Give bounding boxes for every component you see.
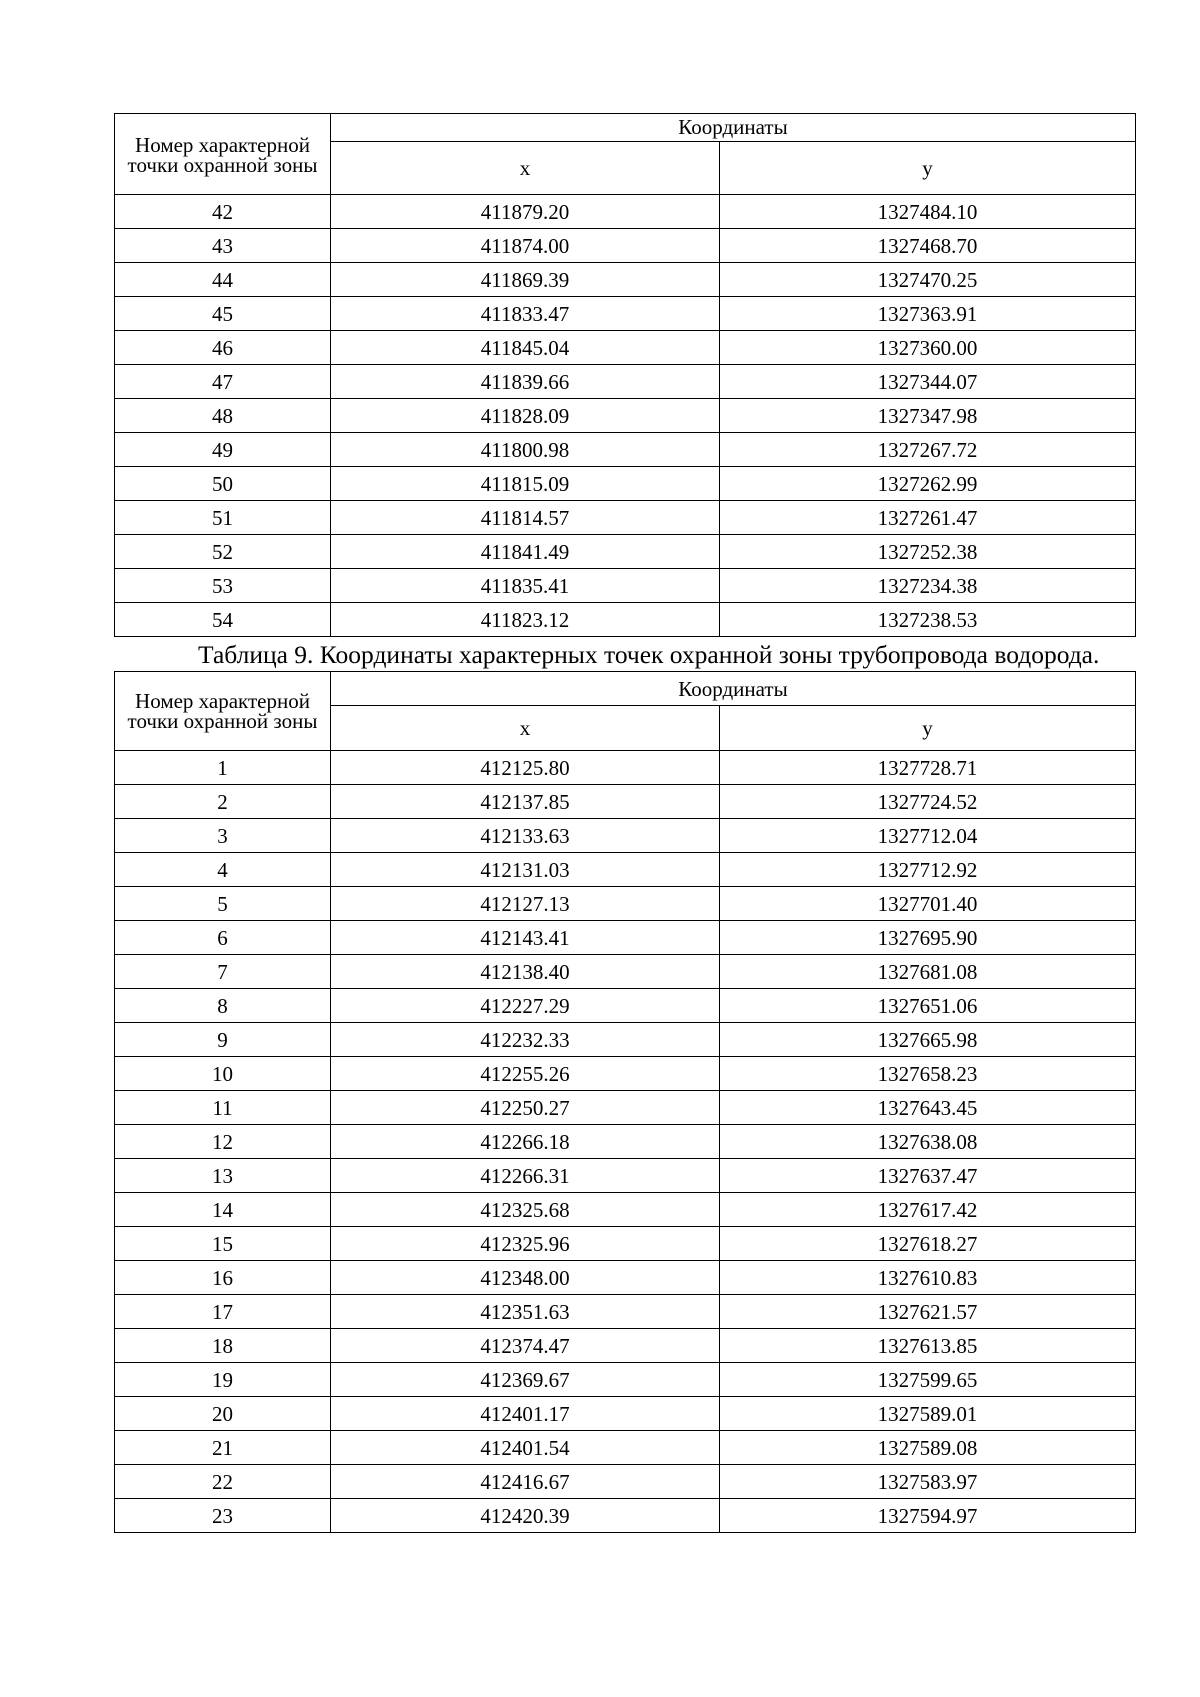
x-coordinate-cell: 412401.17: [331, 1397, 720, 1431]
point-number-cell: 44: [115, 263, 331, 297]
point-number-cell: 3: [115, 819, 331, 853]
coordinates-table-9: [114, 671, 1136, 1533]
table-row: [115, 1057, 1136, 1091]
table-row: [115, 1329, 1136, 1363]
table-row: [115, 989, 1136, 1023]
table-row: [115, 1431, 1136, 1465]
x-coordinate-cell: 412416.67: [331, 1465, 720, 1499]
x-coordinate-cell: 412401.54: [331, 1431, 720, 1465]
table-row: [115, 955, 1136, 989]
table-row: [115, 819, 1136, 853]
x-coordinate-cell: 412266.31: [331, 1159, 720, 1193]
table-row: [115, 1227, 1136, 1261]
table-row: [115, 297, 1136, 331]
y-coordinate-cell: 1327701.40: [720, 887, 1136, 921]
header-coordinates: Координаты: [331, 672, 1136, 706]
x-coordinate-cell: 412374.47: [331, 1329, 720, 1363]
table-row: [115, 195, 1136, 229]
x-coordinate-cell: 412143.41: [331, 921, 720, 955]
table-row: [115, 535, 1136, 569]
table-body: [115, 195, 1136, 637]
x-coordinate-cell: 411815.09: [331, 467, 720, 501]
table-row: [115, 263, 1136, 297]
y-coordinate-cell: 1327658.23: [720, 1057, 1136, 1091]
document-page: [114, 113, 1135, 1533]
point-number-cell: 45: [115, 297, 331, 331]
point-number-cell: 9: [115, 1023, 331, 1057]
point-number-cell: 14: [115, 1193, 331, 1227]
header-x: x: [331, 141, 720, 194]
y-coordinate-cell: 1327583.97: [720, 1465, 1136, 1499]
table-row: [115, 1295, 1136, 1329]
x-coordinate-cell: 412325.96: [331, 1227, 720, 1261]
y-coordinate-cell: 1327234.38: [720, 569, 1136, 603]
table-row: [115, 501, 1136, 535]
table-row: [115, 887, 1136, 921]
y-coordinate-cell: 1327665.98: [720, 1023, 1136, 1057]
point-number-cell: 21: [115, 1431, 331, 1465]
table-row: [115, 433, 1136, 467]
x-coordinate-cell: 411828.09: [331, 399, 720, 433]
y-coordinate-cell: 1327728.71: [720, 751, 1136, 785]
point-number-cell: 23: [115, 1499, 331, 1533]
point-number-cell: 5: [115, 887, 331, 921]
table-row: [115, 399, 1136, 433]
y-coordinate-cell: 1327637.47: [720, 1159, 1136, 1193]
table-row: [115, 1193, 1136, 1227]
header-point-number: Номер характерной точки охранной зоны: [115, 114, 331, 195]
x-coordinate-cell: 412232.33: [331, 1023, 720, 1057]
y-coordinate-cell: 1327360.00: [720, 331, 1136, 365]
y-coordinate-cell: 1327610.83: [720, 1261, 1136, 1295]
point-number-cell: 15: [115, 1227, 331, 1261]
table-row: [115, 467, 1136, 501]
table-row: [115, 751, 1136, 785]
table-row: [115, 1023, 1136, 1057]
table-row: [115, 1091, 1136, 1125]
y-coordinate-cell: 1327344.07: [720, 365, 1136, 399]
x-coordinate-cell: 411845.04: [331, 331, 720, 365]
coordinates-table-8: [114, 113, 1136, 637]
x-coordinate-cell: 412255.26: [331, 1057, 720, 1091]
point-number-cell: 50: [115, 467, 331, 501]
x-coordinate-cell: 411879.20: [331, 195, 720, 229]
table-row: [115, 1159, 1136, 1193]
y-coordinate-cell: 1327347.98: [720, 399, 1136, 433]
x-coordinate-cell: 412227.29: [331, 989, 720, 1023]
x-coordinate-cell: 411835.41: [331, 569, 720, 603]
x-coordinate-cell: 411833.47: [331, 297, 720, 331]
y-coordinate-cell: 1327470.25: [720, 263, 1136, 297]
y-coordinate-cell: 1327262.99: [720, 467, 1136, 501]
x-coordinate-cell: 412138.40: [331, 955, 720, 989]
table-row: [115, 921, 1136, 955]
header-point-number: Номер характерной точки охранной зоны: [115, 672, 331, 751]
x-coordinate-cell: 412125.80: [331, 751, 720, 785]
point-number-cell: 1: [115, 751, 331, 785]
y-coordinate-cell: 1327712.04: [720, 819, 1136, 853]
y-coordinate-cell: 1327599.65: [720, 1363, 1136, 1397]
x-coordinate-cell: 412133.63: [331, 819, 720, 853]
point-number-cell: 51: [115, 501, 331, 535]
x-coordinate-cell: 412351.63: [331, 1295, 720, 1329]
point-number-cell: 16: [115, 1261, 331, 1295]
table-body: [115, 751, 1136, 1533]
table-row: [115, 1499, 1136, 1533]
point-number-cell: 22: [115, 1465, 331, 1499]
point-number-cell: 8: [115, 989, 331, 1023]
x-coordinate-cell: 412127.13: [331, 887, 720, 921]
y-coordinate-cell: 1327468.70: [720, 229, 1136, 263]
x-coordinate-cell: 411839.66: [331, 365, 720, 399]
table-header: [115, 114, 1136, 195]
y-coordinate-cell: 1327238.53: [720, 603, 1136, 637]
y-coordinate-cell: 1327589.08: [720, 1431, 1136, 1465]
y-coordinate-cell: 1327712.92: [720, 853, 1136, 887]
x-coordinate-cell: 412420.39: [331, 1499, 720, 1533]
y-coordinate-cell: 1327594.97: [720, 1499, 1136, 1533]
x-coordinate-cell: 411814.57: [331, 501, 720, 535]
point-number-cell: 13: [115, 1159, 331, 1193]
point-number-cell: 19: [115, 1363, 331, 1397]
table-row: [115, 603, 1136, 637]
x-coordinate-cell: 411869.39: [331, 263, 720, 297]
x-coordinate-cell: 412266.18: [331, 1125, 720, 1159]
point-number-cell: 53: [115, 569, 331, 603]
y-coordinate-cell: 1327621.57: [720, 1295, 1136, 1329]
y-coordinate-cell: 1327589.01: [720, 1397, 1136, 1431]
table-row: [115, 1397, 1136, 1431]
y-coordinate-cell: 1327363.91: [720, 297, 1136, 331]
table-row: [115, 1363, 1136, 1397]
x-coordinate-cell: 412250.27: [331, 1091, 720, 1125]
point-number-cell: 6: [115, 921, 331, 955]
point-number-cell: 11: [115, 1091, 331, 1125]
point-number-cell: 7: [115, 955, 331, 989]
header-coordinates: Координаты: [331, 114, 1136, 142]
header-y: y: [720, 706, 1136, 751]
y-coordinate-cell: 1327643.45: [720, 1091, 1136, 1125]
y-coordinate-cell: 1327267.72: [720, 433, 1136, 467]
point-number-cell: 17: [115, 1295, 331, 1329]
x-coordinate-cell: 412325.68: [331, 1193, 720, 1227]
x-coordinate-cell: 412137.85: [331, 785, 720, 819]
point-number-cell: 52: [115, 535, 331, 569]
y-coordinate-cell: 1327724.52: [720, 785, 1136, 819]
x-coordinate-cell: 411874.00: [331, 229, 720, 263]
table-row: [115, 1125, 1136, 1159]
y-coordinate-cell: 1327261.47: [720, 501, 1136, 535]
point-number-cell: 42: [115, 195, 331, 229]
x-coordinate-cell: 411800.98: [331, 433, 720, 467]
point-number-cell: 48: [115, 399, 331, 433]
y-coordinate-cell: 1327695.90: [720, 921, 1136, 955]
x-coordinate-cell: 412348.00: [331, 1261, 720, 1295]
y-coordinate-cell: 1327252.38: [720, 535, 1136, 569]
point-number-cell: 2: [115, 785, 331, 819]
table-row: [115, 365, 1136, 399]
point-number-cell: 49: [115, 433, 331, 467]
point-number-cell: 47: [115, 365, 331, 399]
point-number-cell: 46: [115, 331, 331, 365]
y-coordinate-cell: 1327651.06: [720, 989, 1136, 1023]
y-coordinate-cell: 1327484.10: [720, 195, 1136, 229]
y-coordinate-cell: 1327618.27: [720, 1227, 1136, 1261]
point-number-cell: 18: [115, 1329, 331, 1363]
y-coordinate-cell: 1327681.08: [720, 955, 1136, 989]
y-coordinate-cell: 1327617.42: [720, 1193, 1136, 1227]
table-row: [115, 569, 1136, 603]
table-header: [115, 672, 1136, 751]
y-coordinate-cell: 1327613.85: [720, 1329, 1136, 1363]
point-number-cell: 12: [115, 1125, 331, 1159]
x-coordinate-cell: 412131.03: [331, 853, 720, 887]
table-9-caption: Таблица 9. Координаты характерных точек охранной зоны трубопровода водорода.: [198, 640, 1100, 669]
x-coordinate-cell: 411823.12: [331, 603, 720, 637]
table-row: [115, 1261, 1136, 1295]
table-row: [115, 1465, 1136, 1499]
table-row: [115, 853, 1136, 887]
point-number-cell: 10: [115, 1057, 331, 1091]
point-number-cell: 4: [115, 853, 331, 887]
table-row: [115, 785, 1136, 819]
table-row: [115, 331, 1136, 365]
table-row: [115, 229, 1136, 263]
header-x: x: [331, 706, 720, 751]
y-coordinate-cell: 1327638.08: [720, 1125, 1136, 1159]
header-y: y: [720, 141, 1136, 194]
point-number-cell: 43: [115, 229, 331, 263]
point-number-cell: 54: [115, 603, 331, 637]
point-number-cell: 20: [115, 1397, 331, 1431]
x-coordinate-cell: 412369.67: [331, 1363, 720, 1397]
x-coordinate-cell: 411841.49: [331, 535, 720, 569]
